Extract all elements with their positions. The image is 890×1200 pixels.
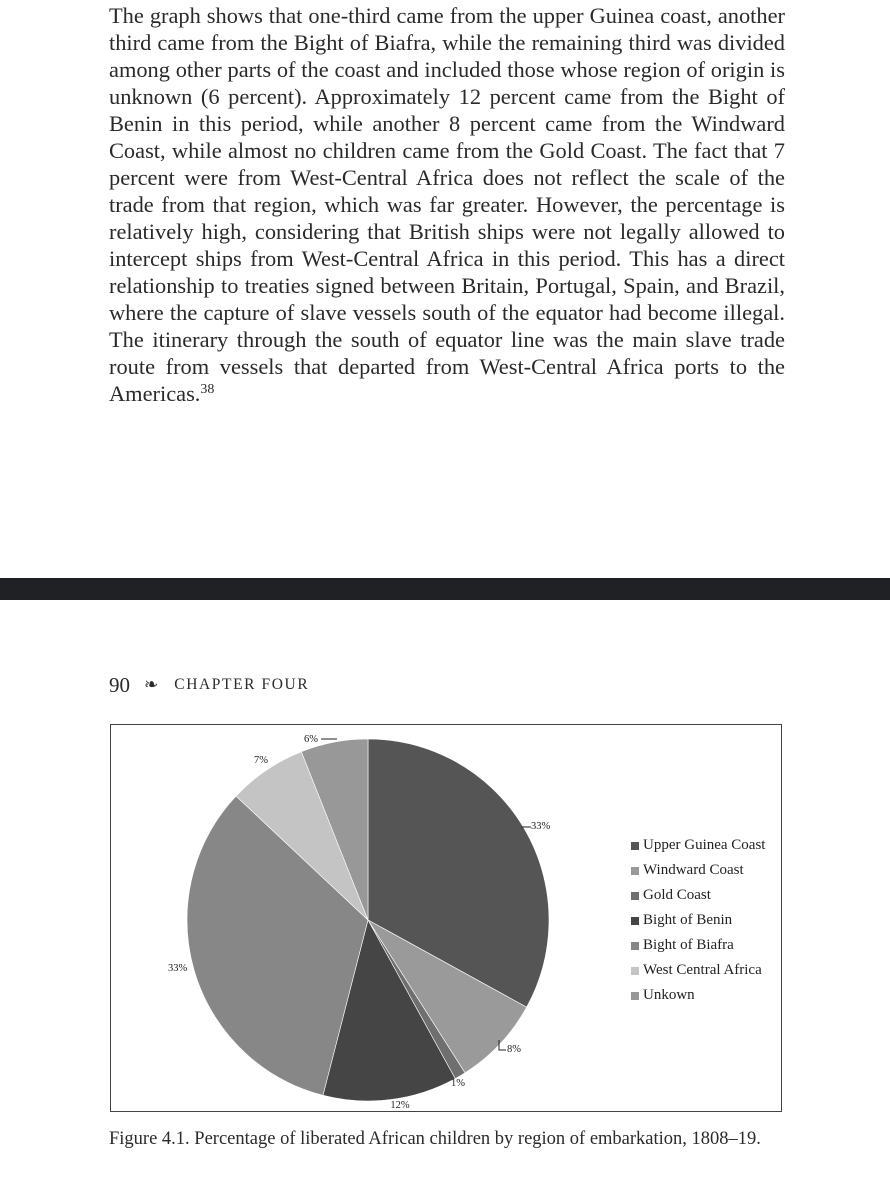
legend-item: [631, 958, 765, 983]
legend-label: Bight of Benin: [643, 912, 733, 928]
legend-label: Bight of Biafra: [643, 937, 734, 953]
data-label: 8%: [507, 1044, 521, 1055]
data-label: 33%: [168, 963, 188, 974]
legend-swatch: [631, 892, 639, 900]
legend-label: Upper Guinea Coast: [643, 837, 766, 853]
legend-swatch: [631, 917, 639, 925]
legend-item: [631, 883, 765, 908]
legend-swatch: [631, 992, 639, 1000]
legend-item: [631, 933, 765, 958]
legend-item: [631, 858, 765, 883]
legend-label: Unkown: [643, 987, 695, 1003]
legend-item: [631, 983, 765, 1008]
running-head: [109, 672, 309, 698]
paragraph-text: The graph shows that one-third came from the upper Guinea coast, another third came from the Bight of Biafra, while the remaining third was divided among other parts of the coast and included those whose region of origin is unknown (6 percent). Approximately 12 percent came from the Bight of Benin in this period, while another 8 percent came from the Windward Coast, while almost no children came from the Gold Coast. The fact that 7 percent were from West-Central Africa does not reflect the scale of the trade from that region, which was far greater. However, the percentage is relatively high, considering that British ships were not legally allowed to intercept ships from West-Central Africa in this period. This has a direct relationship to treaties signed between Britain, Portugal, Spain, and Brazil, where the capture of slave vessels south of the equator had become illegal. The itinerary through the south of equator line was the main slave trade route from vessels that departed from West-Central Africa ports to the Americas.: [109, 3, 785, 406]
legend-item: [631, 833, 765, 858]
body-paragraph: [109, 2, 785, 407]
data-label: 7%: [254, 755, 268, 766]
legend-label: Windward Coast: [643, 862, 744, 878]
fleuron-ornament-icon: ❧: [144, 675, 159, 694]
legend-label: West Central Africa: [643, 962, 762, 978]
page-number: 90: [109, 672, 130, 697]
legend-swatch: [631, 967, 639, 975]
pie-chart-figure: [110, 724, 782, 1112]
legend-swatch: [631, 842, 639, 850]
footnote-reference: 38: [200, 382, 215, 397]
chapter-title: CHAPTER FOUR: [174, 676, 310, 693]
legend-swatch: [631, 867, 639, 875]
legend-label: Gold Coast: [643, 887, 711, 903]
data-label: 33%: [531, 821, 551, 832]
figure-caption: Figure 4.1. Percentage of liberated African children by region of embarkation, 1808–19.: [109, 1129, 761, 1149]
upper-page: [0, 0, 890, 578]
legend-swatch: [631, 942, 639, 950]
data-label: 6%: [304, 734, 318, 745]
chart-legend: [631, 833, 765, 1008]
data-label: 12%: [390, 1100, 410, 1110]
legend-item: [631, 908, 765, 933]
page-separator: [0, 578, 890, 600]
data-label: 1%: [451, 1078, 465, 1089]
